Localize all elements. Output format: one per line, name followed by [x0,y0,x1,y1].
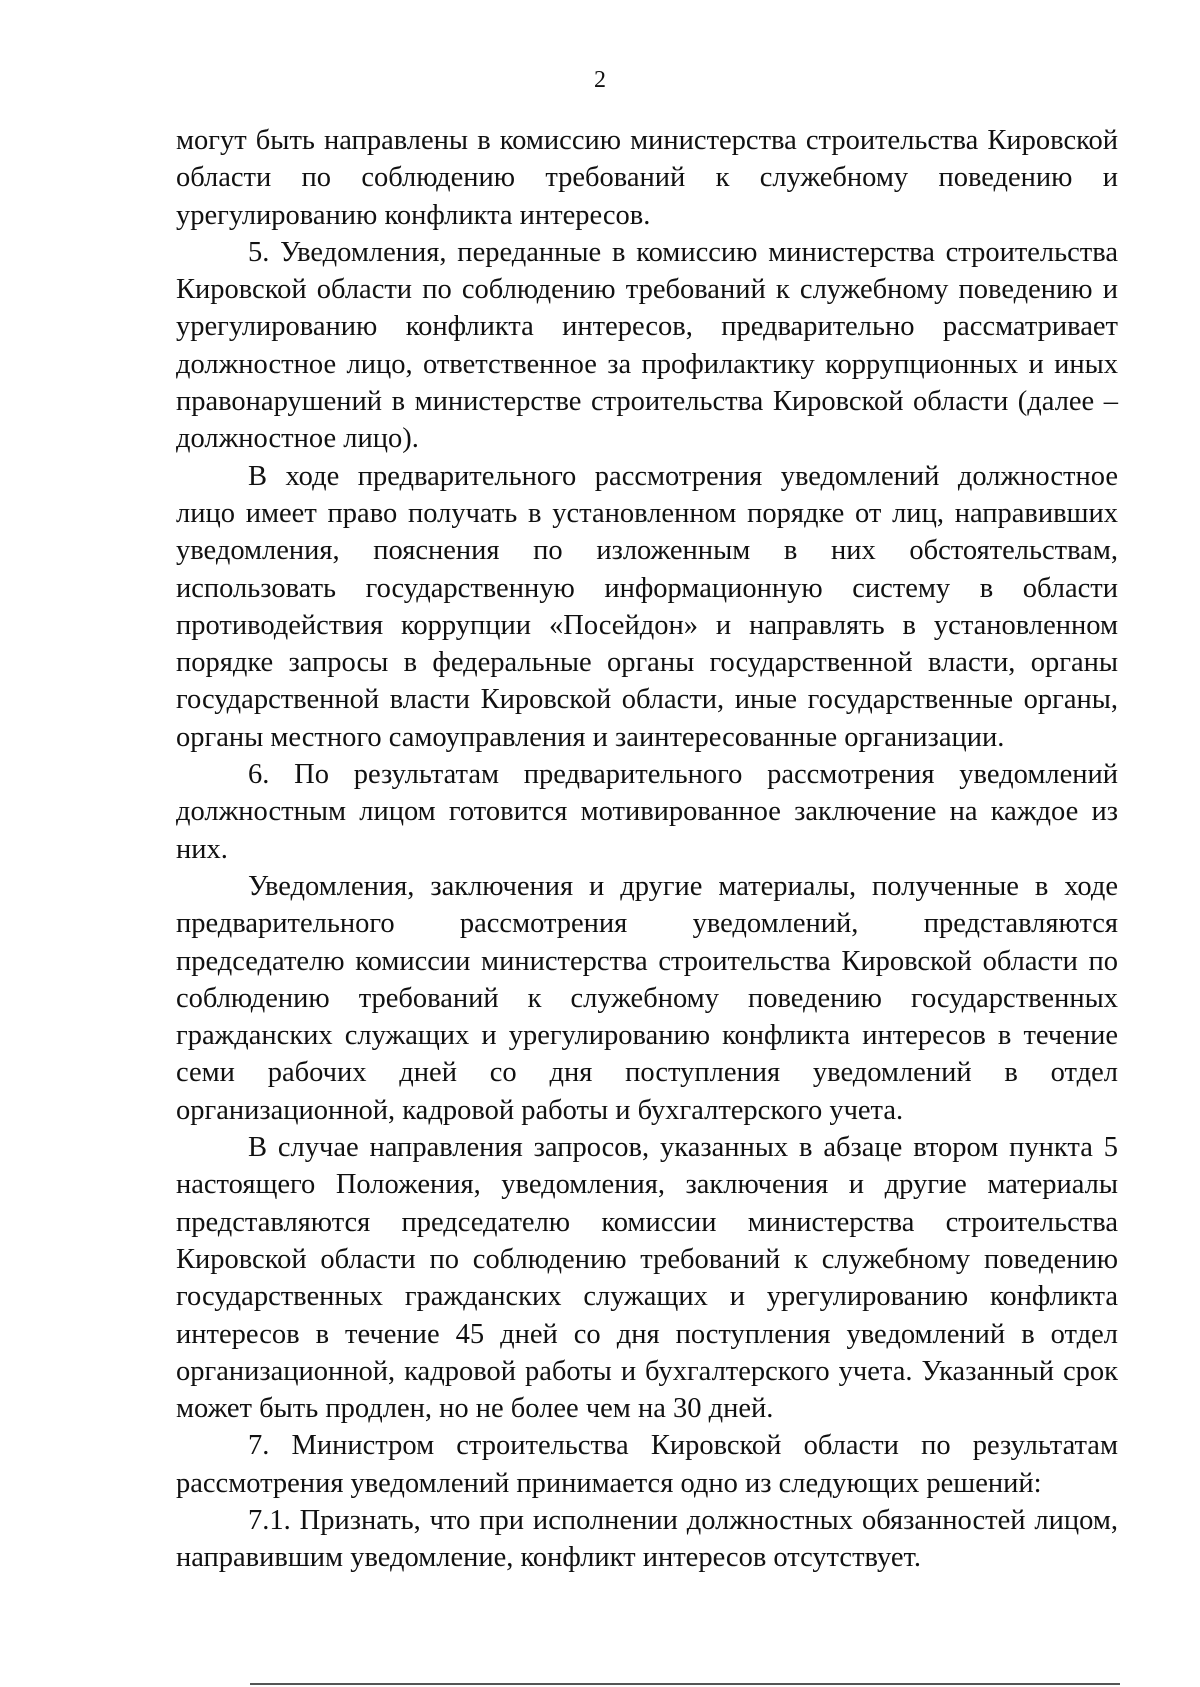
paragraph-preliminary-review: В ходе предварительного рассмотрения уведомлений должностное лицо имеет право получать в установленном порядке от лиц, направивших уведомления, пояснения по изложенным в них обстоятельствам, использовать государственную информационную систему в области противодействия коррупции «Посейдон» и направлять в установленном порядке запросы в федеральные органы государственной власти, органы государственной власти Кировской области, иные государственные органы, органы местного самоуправления и заинтересованные организации. [176,460,1118,753]
paragraph-item-7: 7. Министром строительства Кировской области по результатам рассмотрения уведомлений принимается одно из следующих решений: [176,1430,1118,1499]
paragraph-continuation: могут быть направлены в комиссию министерства строительства Кировской области по соблюдению требований к служебному поведению и урегулированию конфликта интересов. [176,125,1118,231]
paragraph-materials-submission: Уведомления, заключения и другие материалы, полученные в ходе предварительного рассмотрения уведомлений, представляются председателю комиссии министерства строительства Кировской области по соблюдению требований к служебному поведению государственных гражданских служащих и урегулированию конфликта интересов в течение семи рабочих дней со дня поступления уведомлений в отдел организационной, кадровой работы и бухгалтерского учета. [176,870,1118,1126]
paragraph-item-7-1: 7.1. Признать, что при исполнении должностных обязанностей лицом, направившим уведомление, конфликт интересов отсутствует. [176,1504,1118,1574]
paragraph-requests-case: В случае направления запросов, указанных в абзаце втором пункта 5 настоящего Положения, уведомления, заключения и другие материалы представляются председателю комиссии министерства строительства Кировской области по соблюдению требований к служебному поведению государственных гражданских служащих и урегулированию конфликта интересов в течение 45 дней со дня поступления уведомлений в отдел организационной, кадровой работы и бухгалтерского учета. Указанный срок может быть продлен, но не более чем на 30 дней. [176,1132,1118,1425]
document-body [176,122,1118,1577]
bottom-divider [250,1683,1120,1685]
page-number: 2 [594,67,606,93]
paragraph-item-6: 6. По результатам предварительного рассмотрения уведомлений должностным лицом готовится мотивированное заключение на каждое из них. [176,759,1118,865]
paragraph-item-5: 5. Уведомления, переданные в комиссию министерства строительства Кировской области по соблюдению требований к служебному поведению и урегулированию конфликта интересов, предварительно рассматривает должностное лицо, ответственное за профилактику коррупционных и иных правонарушений в министерстве строительства Кировской области (далее – должностное лицо). [176,236,1118,455]
